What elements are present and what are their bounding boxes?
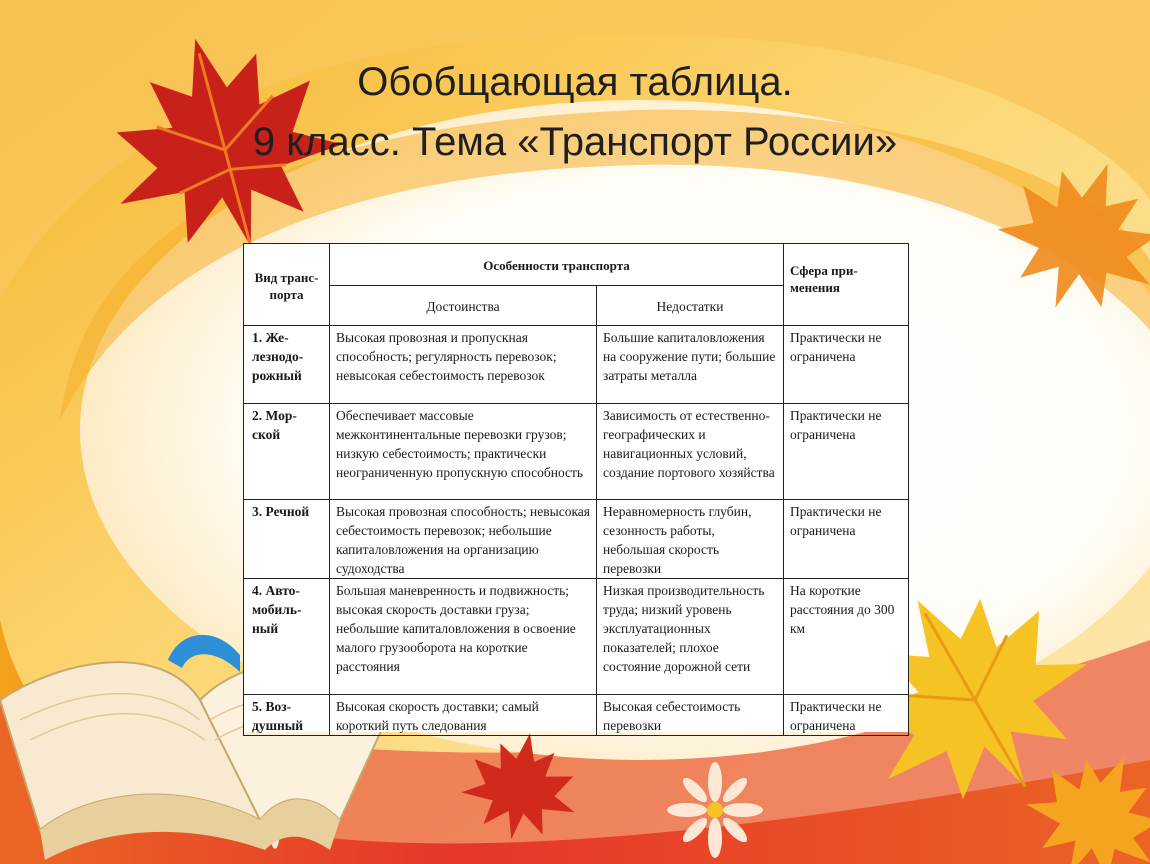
cell-kind: 3. Речной	[244, 500, 330, 579]
cell-disadvantages: Зависимость от естественно-географических и навигационных условий, создание портового хозяйства	[597, 404, 784, 500]
header-disadvantages: Недостатки	[597, 286, 784, 326]
cell-sphere: Практически не ограничена	[784, 695, 909, 736]
transport-table	[243, 243, 908, 732]
table-row	[244, 500, 909, 579]
header-sphere: Сфера при-менения	[784, 244, 909, 326]
cell-advantages: Большая маневренность и подвижность; высокая скорость доставки груза; небольшие капиталовложения в освоение малого грузооборота на короткие расстояния	[330, 579, 597, 695]
slide-title-line-2: 9 класс. Тема «Транспорт России»	[252, 120, 898, 164]
cell-kind: 2. Мор-ской	[244, 404, 330, 500]
cell-kind: 1. Же-лезнодо-рожный	[244, 326, 330, 404]
cell-disadvantages: Высокая себестоимость перевозки	[597, 695, 784, 736]
cell-kind: 5. Воз-душный	[244, 695, 330, 736]
cell-advantages: Высокая провозная и пропускная способность; регулярность перевозок; невысокая себестоимость перевозок	[330, 326, 597, 404]
cell-disadvantages: Низкая производительность труда; низкий уровень эксплуатационных показателей; плохое состояние дорожной сети	[597, 579, 784, 695]
cell-sphere: Практически не ограничена	[784, 404, 909, 500]
table-row	[244, 404, 909, 500]
header-kind: Вид транс-порта	[244, 244, 330, 326]
cell-advantages: Обеспечивает массовые межконтинентальные перевозки грузов; низкую себестоимость; практически неограниченную пропускную способность	[330, 404, 597, 500]
cell-advantages: Высокая скорость доставки; самый короткий путь следования	[330, 695, 597, 736]
header-advantages: Достоинства	[330, 286, 597, 326]
header-features: Особенности транспорта	[330, 244, 784, 286]
cell-sphere: На короткие расстояния до 300 км	[784, 579, 909, 695]
cell-sphere: Практически не ограничена	[784, 326, 909, 404]
cell-disadvantages: Неравномерность глубин, сезонность работы, небольшая скорость перевозки	[597, 500, 784, 579]
table-row	[244, 579, 909, 695]
cell-advantages: Высокая провозная способность; невысокая себестоимость перевозок; небольшие капиталовложения на организацию судоходства	[330, 500, 597, 579]
cell-sphere: Практически не ограничена	[784, 500, 909, 579]
slide-title-line-1: Обобщающая таблица.	[357, 60, 793, 104]
table-row	[244, 695, 909, 736]
cell-kind: 4. Авто-мобиль-ный	[244, 579, 330, 695]
table-row	[244, 326, 909, 404]
cell-disadvantages: Большие капиталовложения на сооружение пути; большие затраты металла	[597, 326, 784, 404]
